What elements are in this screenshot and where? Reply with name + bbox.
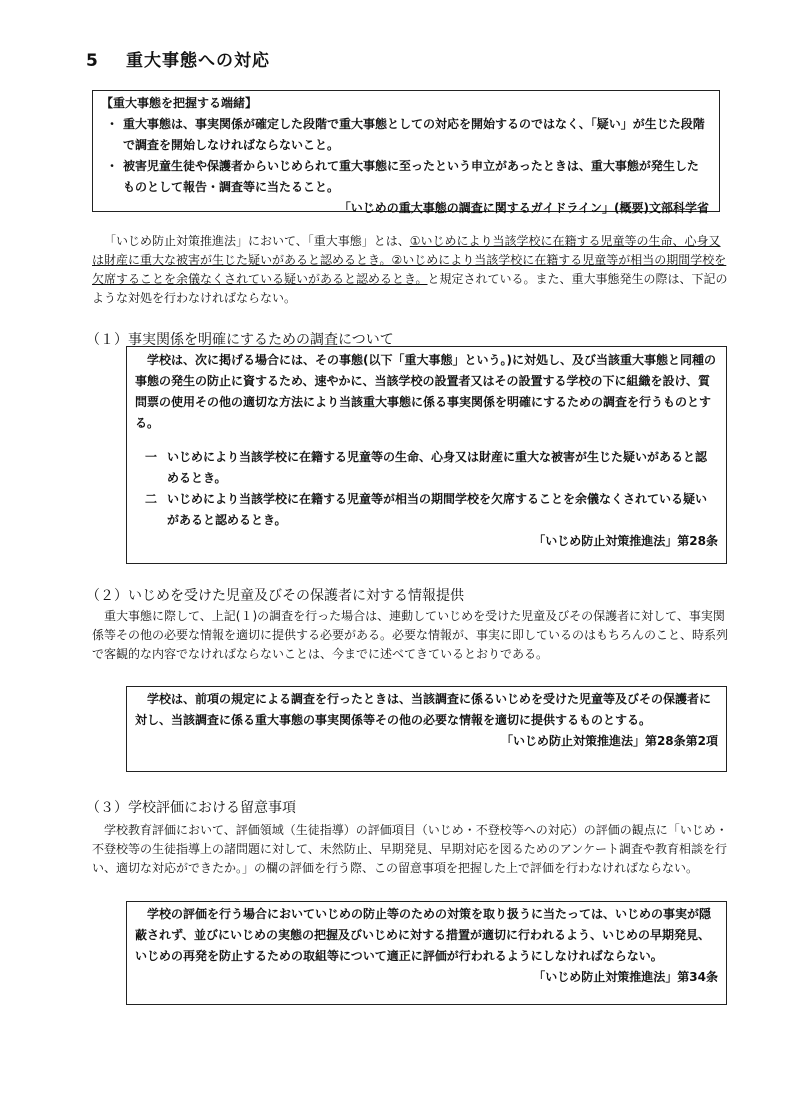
item-text: いじめにより当該学校に在籍する児童等が相当の期間学校を欠席することを余儀なくされている疑いがあると認めるとき。 [167,492,708,527]
item-mark: 二 [145,492,158,506]
bullet-mark: ・ [105,159,118,173]
law-text: 学校の評価を行う場合においていじめの防止等のための対策を取り扱うに当たっては、いじめの事実が隠蔽されず、並びにいじめの実態の把握及びいじめに対する措置が適切に行われるよう、いじめの早期発見、いじめの再発を防止するための取組等について適正に評価が行われるようにしなければならない。 [135,907,712,963]
intro-post: と規定されている。また、重大事態発生の際は、下記のような対処を行わなければならない。 [92,272,728,305]
item-mark: 一 [145,450,158,464]
item-text: いじめにより当該学校に在籍する児童等の生命、心身又は財産に重大な被害が生じた疑いがあると認めるとき。 [167,450,708,485]
page-title [86,46,270,71]
information-paragraph: 重大事態に際して、上記(１)の調査を行った場合は、連動していじめを受けた児童及びその保護者に対して、事実関係等その他の必要な情報を適切に提供する必要がある。必要な情報が、事実に即しているのはもちろんのこと、時系列で客観的な内容でなければならないことは、今までに述べてきているとおりである。 [92,609,729,661]
source-citation: 「いじめ防止対策推進法」第34条 [533,970,718,984]
source-citation: 「いじめ防止対策推進法」第28条第2項 [500,734,718,748]
bullet-text: 重大事態は、事実関係が確定した段階で重大事態としての対応を開始するのではなく、「疑い」が生じた段階で調査を開始しなければならないこと。 [123,117,705,152]
source-citation: 「いじめの重大事態の調査に関するガイドライン」(概要)文部科学省 [338,201,709,215]
section-heading-investigation: （１）事実関係を明確にするための調査について [86,332,394,348]
law-text: 学校は、前項の規定による調査を行ったときは、当該調査に係るいじめを受けた児童等及びその保護者に対し、当該調査に係る重大事態の事実関係等その他の必要な情報を適切に提供するものとする。 [135,692,712,727]
section-number: 5 [86,51,99,71]
section-heading-evaluation: （３）学校評価における留意事項 [86,800,296,816]
intro-pre: 「いじめ防止対策推進法」において、「重大事態」とは、 [104,234,410,248]
bullet-item [101,114,709,156]
bullet-text: 被害児童生徒や保護者からいじめられて重大事態に至ったという申立があったときは、重大事態が発生したものとして報告・調査等に当たること。 [123,159,699,194]
source-citation: 「いじめ防止対策推進法」第28条 [533,534,718,548]
law-text: 学校は、次に掲げる場合には、その事態(以下「重大事態」という。)に対処し、及び当該重大事態と同種の事態の発生の防止に資するため、速やかに、当該学校の設置者又はその設置する学校の下に組織を設け、質問票の使用その他の適切な方法により当該重大事態に係る事実関係を明確にするための調査を行うものとする。 [135,353,716,430]
box-heading: 【重大事態を把握する端緒】 [101,96,258,110]
section-heading-information: （２）いじめを受けた児童及びその保護者に対する情報提供 [86,588,464,604]
law-article-28-2-box [126,686,727,772]
section-title: 重大事態への対応 [126,51,270,71]
bullet-item [101,156,709,198]
intro-definition: ①いじめにより当該学校に在籍する児童等の生命、心身又は財産に重大な被害が生じた疑いがあると認めるとき。②いじめにより当該学校に在籍する児童等が相当の期間学校を欠席することを余儀なくされている疑いがあると認めるとき。 [92,234,727,286]
law-item [145,489,718,531]
law-article-28-box [126,346,727,564]
serious-case-indicators-box [92,90,720,215]
bullet-mark: ・ [105,117,118,131]
intro-paragraph [92,232,728,308]
law-item [145,447,718,489]
law-article-34-box [126,901,727,1005]
evaluation-paragraph: 学校教育評価において、評価領域（生徒指導）の評価項目（いじめ・不登校等への対応）の評価の観点に「いじめ・不登校等の生徒指導上の諸問題に対して、未然防止、早期発見、早期対応を図るためのアンケート調査や教育相談を行い、適切な対応ができたか。」の欄の評価を行う際、この留意事項を把握した上で評価を行わなければならない。 [92,823,728,875]
